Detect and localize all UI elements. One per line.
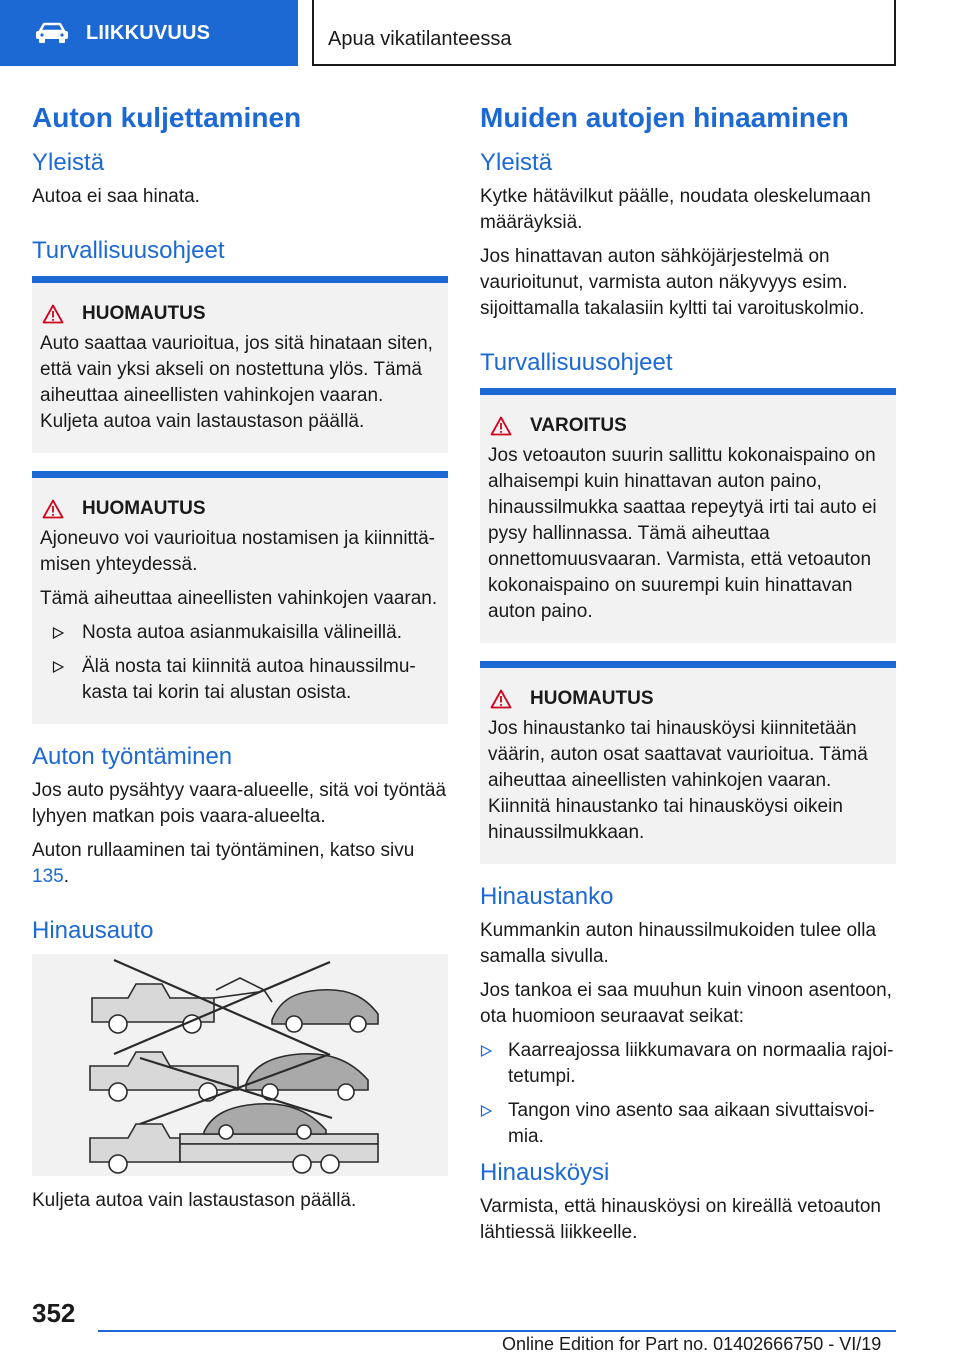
car-icon — [34, 22, 70, 44]
notice-bullet-list — [40, 620, 440, 706]
triangle-bullet-icon — [52, 661, 64, 673]
triangle-bullet-icon — [480, 1105, 492, 1117]
heading-general: Yleistä — [32, 149, 105, 176]
page-link-135[interactable]: 135 — [32, 866, 64, 887]
list-item: Älä nosta tai kiinnitä autoa hinaussilmukasta tai korin tai alustan osista. — [40, 654, 440, 706]
footer-divider — [98, 1330, 896, 1332]
chapter-title: Apua vikatilanteessa — [312, 0, 896, 66]
tow-bar-bullet-list — [480, 1038, 896, 1150]
notice-box — [480, 661, 896, 864]
left-column — [32, 100, 448, 1222]
section-tab — [0, 0, 298, 66]
warning-triangle-icon — [42, 304, 64, 324]
heading-pushing: Auton työntäminen — [32, 743, 233, 770]
list-item: Tangon vino asento saa aikaan sivuttaisvoimia. — [480, 1098, 896, 1150]
heading-safety: Turvallisuusohjeet — [32, 237, 225, 264]
general-text: Autoa ei saa hinata. — [32, 186, 200, 207]
notice-text: Jos hinaustanko tai hinausköysi kiinnitetään väärin, auton osat saattavat vaurioitua. Tämä aiheuttaa aineellisten vahinkojen vaaran. Kiinnitä hinaustanko tai hinausköysi oikein hinaussilmukkaan. — [488, 718, 868, 843]
section-label: LIIKKUVUUS — [86, 21, 211, 44]
warning-triangle-icon — [490, 416, 512, 436]
triangle-bullet-icon — [480, 1045, 492, 1057]
notice-title: HUOMAUTUS — [82, 498, 206, 519]
heading-tow-truck: Hinausauto — [32, 917, 154, 944]
warning-triangle-icon — [490, 689, 512, 709]
general-text: Jos hinattavan auton sähköjärjestelmä on vaurioitunut, varmista auton näkyvyys esim. sijoittamalla takalasiin kyltti tai varoituskolmio. — [480, 246, 865, 319]
list-item: Nosta autoa asianmukaisilla välineillä. — [40, 620, 440, 646]
warning-text: Jos vetoauton suurin sallittu kokonaispaino on alhaisempi kuin hinattavan auton paino, hinaussilmukka saattaa repeytyä irti tai auto ei pysy hallinnassa. Tämä aiheuttaa onnettomuusvaaran. Varmista, että vetoauton kokonaispaino on suurempi kuin hinattavan auton paino. — [488, 445, 877, 622]
heading-tow-rope: Hinausköysi — [480, 1159, 610, 1186]
heading-safety: Turvallisuusohjeet — [480, 349, 673, 376]
warning-title: VAROITUS — [530, 415, 627, 436]
notice-box-1 — [32, 276, 448, 453]
push-text: Jos auto pysähtyy vaara-alueelle, sitä voi työntää lyhyen matkan pois vaara-alueelta. — [32, 780, 447, 827]
tow-bar-text: Jos tankoa ei saa muuhun kuin vinoon asentoon, ota huomioon seuraavat seikat: — [480, 980, 892, 1027]
notice-title: HUOMAUTUS — [82, 303, 206, 324]
figure-caption: Kuljeta autoa vain lastaustason päällä. — [32, 1190, 357, 1211]
notice-text: Ajoneuvo voi vaurioitua nostamisen ja kiinnittämisen yhteydessä. — [40, 528, 435, 575]
notice-text: Tämä aiheuttaa aineellisten vahinkojen vaaran. — [40, 588, 438, 609]
warning-box — [480, 388, 896, 643]
list-item: Kaarreajossa liikkumavara on normaalia rajoitetumpi. — [480, 1038, 896, 1090]
notice-box-2 — [32, 471, 448, 724]
tow-truck-figure — [32, 954, 448, 1176]
notice-title: HUOMAUTUS — [530, 688, 654, 709]
section-title-transport: Auton kuljettaminen — [32, 102, 302, 133]
general-text: Kytke hätävilkut päälle, noudata oleskelumaan määräyksiä. — [480, 186, 871, 233]
triangle-bullet-icon — [52, 627, 64, 639]
heading-general: Yleistä — [480, 149, 553, 176]
right-column — [480, 100, 896, 1254]
push-reference: Auton rullaaminen tai työntäminen, katso sivu 135. — [32, 840, 415, 887]
tow-rope-text: Varmista, että hinausköysi on kireällä vetoauton lähtiessä liikkeelle. — [480, 1196, 881, 1243]
tow-truck-illustration — [32, 954, 448, 1176]
warning-triangle-icon — [42, 499, 64, 519]
notice-text: Auto saattaa vaurioitua, jos sitä hinataan siten, että vain yksi akseli on nostettuna ylös. Tämä aiheuttaa aineellisten vahinkojen vaaran. Kuljeta autoa vain lastaustason päällä. — [40, 333, 433, 432]
page-header — [0, 0, 960, 66]
edition-text: Online Edition for Part no. 01402666750 - VI/19 — [502, 1334, 882, 1354]
section-title-towing: Muiden autojen hinaaminen — [480, 102, 849, 133]
heading-tow-bar: Hinaustanko — [480, 883, 614, 910]
page-number: 352 — [32, 1298, 76, 1328]
tow-bar-text: Kummankin auton hinaussilmukoiden tulee olla samalla sivulla. — [480, 920, 877, 967]
